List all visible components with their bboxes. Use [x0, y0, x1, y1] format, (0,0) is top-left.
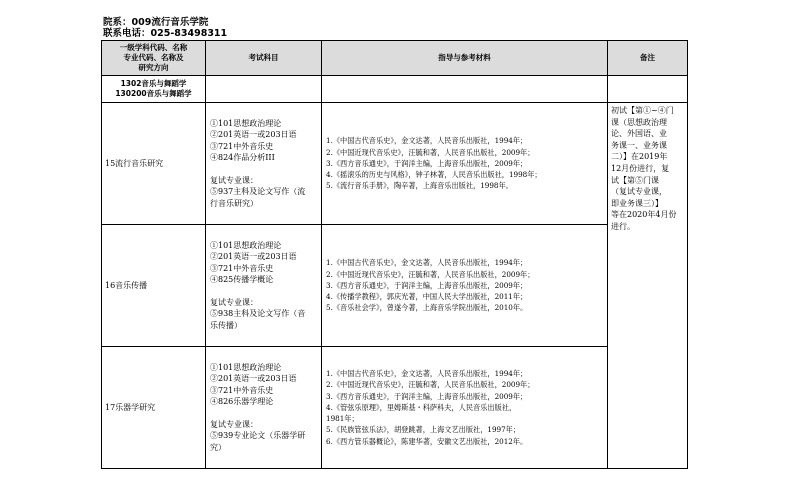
exam-subjects-cell: [206, 103, 322, 225]
reference-item: 4.《摇滚乐的历史与风格》，钟子林著，人民音乐出版社，1998年；: [326, 170, 542, 180]
retest-subject: 行音乐研究）: [210, 198, 258, 208]
note-line: 试【第⑤门课: [611, 175, 659, 185]
discipline-code-130200: 130200音乐与舞蹈学: [115, 89, 192, 98]
exam-subject: ①101思想政治理论: [210, 240, 282, 250]
program-name: 17乐器学研究: [102, 347, 206, 469]
empty-cell: [608, 76, 688, 103]
retest-label: 复试专业课：: [210, 419, 258, 429]
table-row-program-17: [102, 347, 688, 469]
note-line: 务课一、业务课: [611, 140, 667, 150]
retest-label: 复试专业课：: [210, 175, 258, 185]
note-line: 进行。: [611, 221, 635, 231]
reference-item: 5.《音乐社会学》，曾遂今著，上海音乐学院出版社，2010年。: [326, 303, 528, 313]
reference-item: 3.《西方音乐通史》，于润洋主编，上海音乐出版社，2009年；: [326, 158, 528, 168]
note-line: 论、外国语、业: [611, 129, 667, 139]
exam-subject: ①101思想政治理论: [210, 362, 282, 372]
column-header-program: [102, 41, 206, 76]
note-line: 等在2020年4月份: [611, 210, 677, 220]
reference-item: 2.《中国近现代音乐史》，汪毓和著，人民音乐出版社，2009年；: [326, 380, 535, 390]
reference-item: 5.《民族管弦乐法》，胡登跳著，上海文艺出版社，1997年；: [326, 425, 521, 435]
discipline-cell: [102, 76, 206, 103]
column-header-references: 指导与参考材料: [322, 41, 608, 76]
reference-item: 3.《西方音乐通史》，于润洋主编，上海音乐出版社，2009年；: [326, 280, 528, 290]
note-line: 初试【第①~④门: [611, 106, 674, 115]
references-cell: [322, 103, 608, 225]
exam-subject: ③721中外音乐史: [210, 385, 274, 395]
exam-subjects-cell: [206, 347, 322, 469]
column-header-notes: 备注: [608, 41, 688, 76]
table-row-program-15: [102, 103, 688, 225]
reference-item: 1.《中国古代音乐史》，金文达著，人民音乐出版社，1994年；: [326, 369, 528, 379]
retest-subject: 乐传播）: [210, 320, 242, 330]
retest-subject: 究）: [210, 442, 226, 452]
exam-subjects-cell: [206, 225, 322, 347]
exam-subject: ①101思想政治理论: [210, 118, 282, 128]
reference-item: 2.《中国近现代音乐史》，汪毓和著，人民音乐出版社，2009年；: [326, 147, 535, 157]
retest-subject: ⑤939专业论文（乐器学研: [210, 431, 306, 441]
empty-cell: [322, 76, 608, 103]
reference-item: 5.《流行音乐手册》，陶辛著，上海音乐出版社，1998年。: [326, 181, 513, 191]
reference-item: 3.《西方音乐通史》，于润洋主编，上海音乐出版社，2009年；: [326, 391, 528, 401]
notes-cell: [608, 103, 688, 469]
discipline-code-1302: 1302音乐与舞蹈学: [120, 79, 187, 88]
references-cell: [322, 225, 608, 347]
reference-item: 6.《西方管乐器概论》，陈建华著，安徽文艺出版社，2012年。: [326, 436, 528, 446]
retest-label: 复试专业课：: [210, 297, 258, 307]
exam-subject: ③721中外音乐史: [210, 263, 274, 273]
column-header-exam-subjects: 考试科目: [206, 41, 322, 76]
empty-cell: [206, 76, 322, 103]
exam-subject: ④826乐器学理论: [210, 397, 274, 407]
reference-item: 2.《中国近现代音乐史》，汪毓和著，人民音乐出版社，2009年；: [326, 269, 535, 279]
note-line: 即业务课三）】: [611, 198, 663, 208]
program-table: [101, 40, 688, 469]
discipline-row: [102, 76, 688, 103]
program-name: 15流行音乐研究: [102, 103, 206, 225]
column-header-line: 专业代码、名称及: [123, 53, 184, 62]
references-cell: [322, 347, 608, 469]
table-header-row: [102, 41, 688, 76]
note-line: 课（思想政治理: [611, 117, 667, 127]
reference-item: 4.《管弦乐原理》，里姆斯基・科萨科夫，人民音乐出版社，: [326, 402, 517, 412]
department-title: 院系：009流行音乐学院: [103, 17, 209, 28]
retest-subject: ⑤937主科及论文写作（流: [210, 187, 306, 197]
column-header-line: 研究方向: [138, 63, 169, 72]
note-line: 12月份进行，复: [611, 163, 670, 173]
contact-phone: 联系电话：025-83498311: [103, 28, 228, 39]
reference-item: 1981年；: [326, 414, 359, 424]
exam-subject: ④824作品分析III: [210, 153, 275, 163]
exam-subject: ④825传播学概论: [210, 275, 274, 285]
exam-subject: ②201英语一或203日语: [210, 374, 297, 384]
reference-item: 1.《中国古代音乐史》，金文达著，人民音乐出版社，1994年；: [326, 258, 528, 268]
reference-item: 1.《中国古代音乐史》，金文达著，人民音乐出版社，1994年；: [326, 136, 528, 146]
note-line: 二）】在2019年: [611, 152, 668, 162]
program-name: 16音乐传播: [102, 225, 206, 347]
exam-subject: ②201英语一或203日语: [210, 252, 297, 262]
exam-subject: ②201英语一或203日语: [210, 130, 297, 140]
retest-subject: ⑤938主科及论文写作（音: [210, 309, 306, 319]
reference-item: 4.《传播学教程》，郭庆光著，中国人民大学出版社，2011年；: [326, 292, 528, 302]
note-line: （复试专业课，: [611, 187, 667, 197]
table-row-program-16: [102, 225, 688, 347]
exam-subject: ③721中外音乐史: [210, 141, 274, 151]
column-header-line: 一级学科代码、名称: [119, 43, 188, 52]
